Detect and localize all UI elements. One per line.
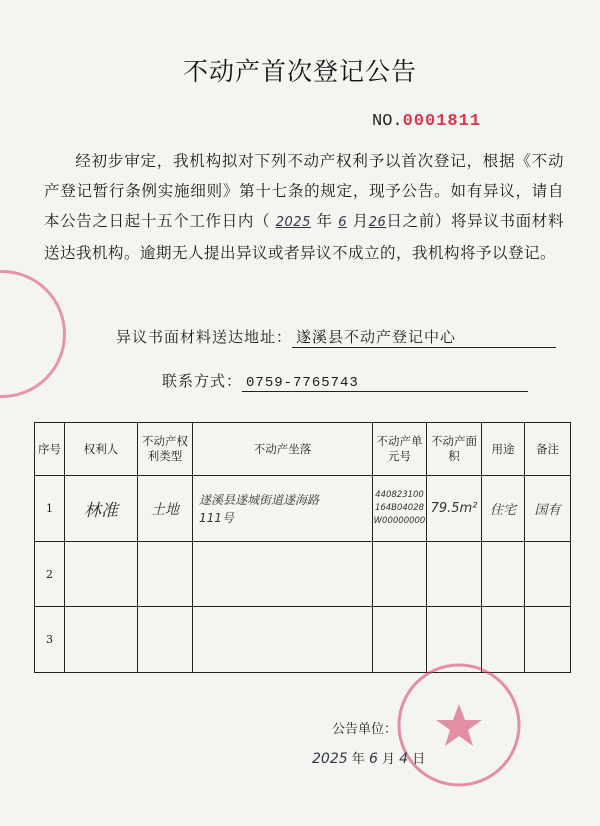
row-type: 土地: [138, 476, 193, 542]
notice-body: [44, 146, 564, 268]
objection-address-row: [116, 326, 556, 348]
contact-label: 联系方式：: [162, 372, 243, 390]
row-location-line2: 111号: [199, 510, 234, 525]
header-location: 不动产坐落: [193, 423, 373, 476]
issue-month-unit: 月: [382, 752, 396, 767]
row-use: [482, 542, 525, 607]
table-row: [35, 542, 571, 607]
deadline-day: 26: [368, 215, 387, 230]
header-seq: 序号: [35, 423, 65, 476]
row-note: [525, 607, 571, 673]
issue-date: [312, 748, 425, 767]
table-row: [35, 476, 571, 542]
contact-row: [162, 370, 528, 392]
row-area: 79.5m²: [427, 476, 482, 542]
body-part1: 经初步审定，我机构拟对下列不动产权利予以首次登记，根据《不动产登记暂行条例实施细则》第十七条的规定，现予公告。如有异议，请自本公告之日起十五个工作日内（: [44, 152, 564, 230]
property-table: [34, 422, 571, 673]
document-number: [372, 112, 481, 131]
row-unit-no: [373, 542, 427, 607]
row-location: [193, 607, 373, 673]
header-type: 不动产权利类型: [138, 423, 193, 476]
header-use: 用途: [482, 423, 525, 476]
header-note: 备注: [525, 423, 571, 476]
row-seq: 1: [35, 476, 65, 542]
table-header-row: [35, 423, 571, 476]
row-note: [525, 542, 571, 607]
row-seq: 2: [35, 542, 65, 607]
issue-year-unit: 年: [351, 752, 365, 767]
document-number-value: 0001811: [402, 112, 482, 131]
row-type: [138, 607, 193, 673]
seal-star-icon: [436, 704, 482, 746]
row-owner: [65, 607, 138, 673]
contact-value: 0759-7765743: [242, 375, 528, 392]
issue-day: 4: [399, 751, 409, 767]
row-location: [193, 476, 373, 542]
objection-address-value: 遂溪县不动产登记中心: [292, 326, 556, 348]
row-location-line1: 遂溪县遂城街道遂海路: [199, 492, 320, 507]
row-type: [138, 542, 193, 607]
objection-address-label: 异议书面材料送达地址：: [116, 328, 293, 346]
header-owner: 权利人: [65, 423, 138, 476]
issue-month: 6: [368, 751, 378, 767]
row-use: 住宅: [482, 476, 525, 542]
issuer-label: 公告单位：: [332, 722, 398, 737]
row-note: 国有: [525, 476, 571, 542]
row-location: [193, 542, 373, 607]
issue-year: 2025: [312, 751, 348, 767]
row-owner: 林准: [65, 476, 138, 542]
deadline-month: 6: [338, 215, 347, 230]
body-part2: 日之前）将异议书面材料送达我机构。逾期无人提出异议或者异议不成立的，我机构将予以登记。: [44, 212, 564, 262]
deadline-year: 2025: [275, 215, 311, 230]
issue-day-unit: 日: [412, 752, 426, 767]
deadline-year-unit: 年: [316, 212, 333, 230]
row-area: [427, 542, 482, 607]
document-number-prefix: NO.: [372, 112, 403, 131]
official-seal-left: [0, 270, 66, 398]
row-unit-no: 440823100164B04028W00000000: [373, 476, 427, 542]
official-seal: [394, 660, 524, 790]
row-seq: 3: [35, 607, 65, 673]
deadline-month-unit: 月: [352, 212, 369, 230]
row-owner: [65, 542, 138, 607]
header-unit-no: 不动产单元号: [373, 423, 427, 476]
header-area: 不动产面积: [427, 423, 482, 476]
page-title: 不动产首次登记公告: [182, 57, 417, 86]
